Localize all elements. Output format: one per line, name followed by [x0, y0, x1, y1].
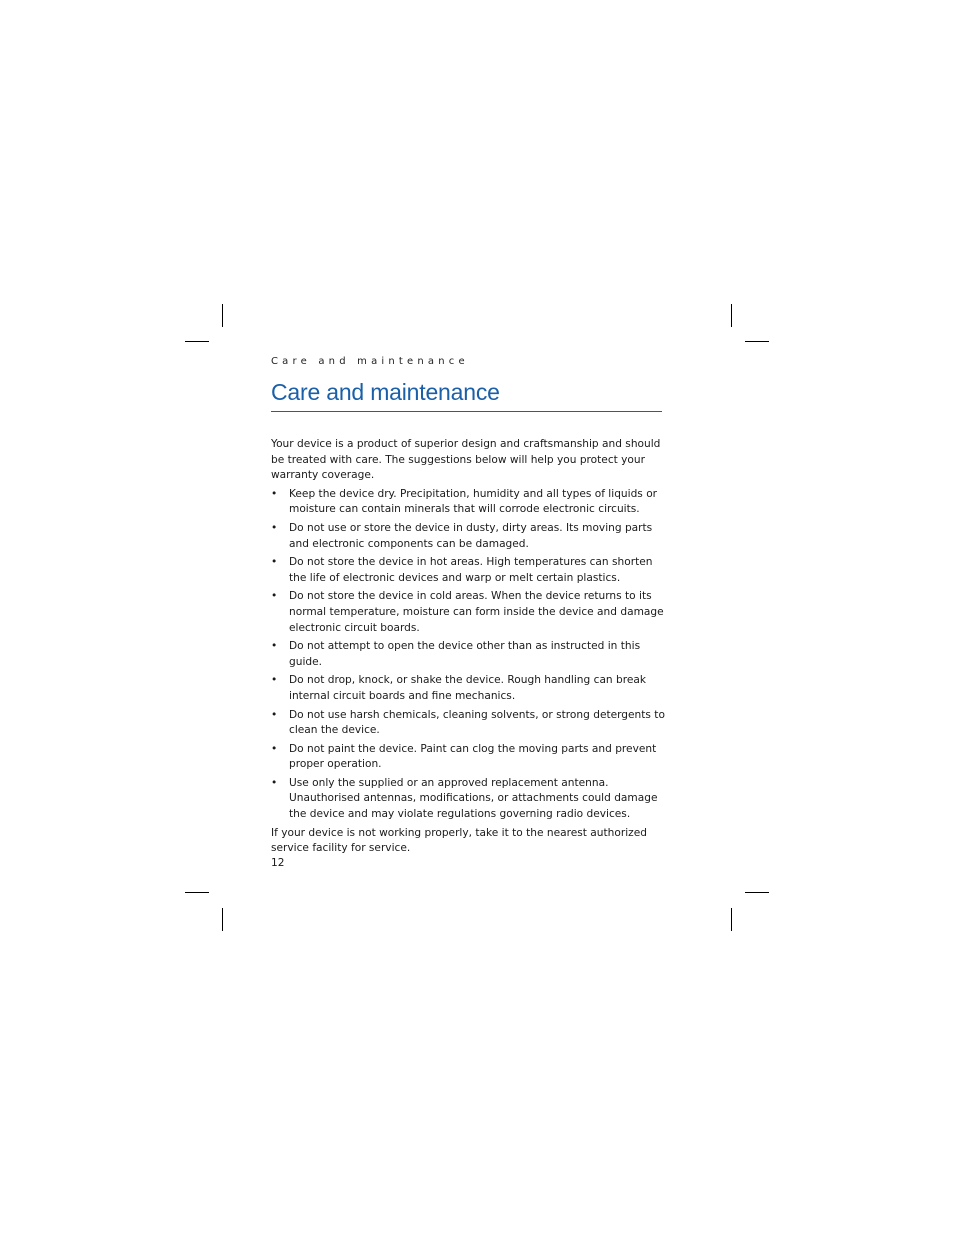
bullet-glyph: • — [271, 521, 278, 534]
care-list — [271, 487, 671, 823]
list-item-text: Do not attempt to open the device other than as instructed in this guide. — [289, 640, 641, 668]
crop-mark-top-right-vertical — [731, 304, 732, 327]
list-item-text: Do not use or store the device in dusty, dirty areas. Its moving parts and electronic components can be damaged. — [289, 521, 653, 550]
list-item-text: Keep the device dry. Precipitation, humidity and all types of liquids or moisture can contain minerals that will corrode electronic circuits. — [289, 487, 658, 516]
running-head: Care and maintenance — [271, 356, 469, 367]
crop-mark-top-left-horizontal — [185, 341, 209, 342]
list-item — [271, 776, 671, 823]
list-item — [271, 589, 671, 636]
list-item — [271, 487, 671, 518]
outro-paragraph: If your device is not working properly, take it to the nearest authorized service facility for service. — [271, 826, 647, 855]
crop-mark-bottom-left-horizontal — [185, 892, 209, 893]
intro-paragraph: Your device is a product of superior design and craftsmanship and should be treated with care. The suggestions below will help you protect your warranty coverage. — [271, 438, 661, 482]
list-item-text: Do not drop, knock, or shake the device. Rough handling can break internal circuit boards and fine mechanics. — [289, 674, 647, 702]
page-number: 12 — [271, 857, 285, 869]
crop-mark-bottom-right-horizontal — [745, 892, 769, 893]
list-item-text: Do not paint the device. Paint can clog the moving parts and prevent proper operation. — [289, 742, 657, 771]
crop-mark-bottom-right-vertical — [731, 908, 732, 931]
list-item — [271, 673, 671, 704]
bullet-glyph: • — [271, 674, 278, 687]
list-item — [271, 521, 671, 552]
bullet-glyph: • — [271, 776, 278, 789]
list-item — [271, 639, 671, 670]
body-content — [271, 437, 671, 860]
crop-mark-top-right-horizontal — [745, 341, 769, 342]
list-item — [271, 742, 671, 773]
page-title: Care and maintenance — [271, 376, 662, 412]
bullet-glyph: • — [271, 556, 278, 569]
bullet-glyph: • — [271, 590, 278, 603]
list-item-text: Do not store the device in hot areas. High temperatures can shorten the life of electronic devices and warp or melt certain plastics. — [289, 556, 653, 584]
list-item — [271, 708, 671, 739]
bullet-glyph: • — [271, 487, 278, 500]
list-item-text: Use only the supplied or an approved replacement antenna. Unauthorised antennas, modifications, or attachments could damage the device and may violate regulations governing radio devices. — [289, 776, 658, 821]
list-item — [271, 555, 671, 586]
list-item-text: Do not store the device in cold areas. When the device returns to its normal temperature, moisture can form inside the device and damage electronic circuit boards. — [289, 590, 664, 634]
bullet-glyph: • — [271, 742, 278, 755]
crop-mark-bottom-left-vertical — [222, 908, 223, 931]
crop-mark-top-left-vertical — [222, 304, 223, 327]
list-item-text: Do not use harsh chemicals, cleaning solvents, or strong detergents to clean the device. — [289, 708, 665, 737]
bullet-glyph: • — [271, 708, 278, 721]
bullet-glyph: • — [271, 640, 278, 653]
